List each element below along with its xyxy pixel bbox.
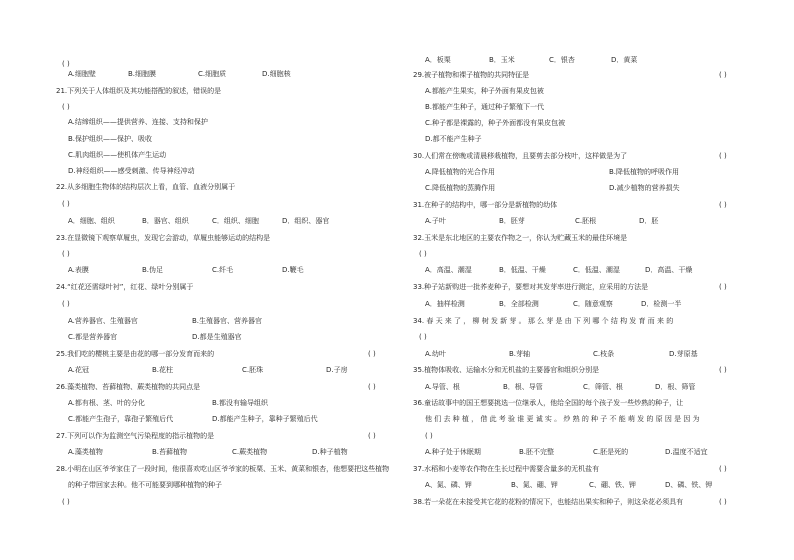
answer-paren: ( ) [62,300,70,308]
answer-paren: ( ) [719,201,727,209]
option-d: D.细胞核 [262,70,291,78]
option-d: D．检测一半 [641,300,682,308]
answer-paren: ( ) [719,71,727,79]
question-23: 23.在显微镜下观察草履虫，发现它会游动，草履虫能够运动的结构是 [56,234,271,242]
option-c: C．组织、细胞 [212,217,259,225]
answer-paren: ( ) [62,200,70,208]
option-a: A.都能产生果实，种子外面有果皮包被 [425,87,544,95]
option-c: C.都是营养器官 [68,333,118,341]
option-b: B．全部检测 [499,300,539,308]
option-d: D.种子植物 [312,448,348,456]
option-d: D.都是生殖器官 [192,333,242,341]
option-a: A．细胞、组织 [68,217,115,225]
option-c: C.胚珠 [242,366,264,374]
option-d: D．组织、器官 [282,217,330,225]
option-c: C.胚是死的 [593,448,629,456]
option-d: D.减少植物的营养损失 [609,184,680,192]
option-a: A．抽样检测 [425,300,465,308]
option-c: C.纤毛 [212,266,234,274]
answer-paren: ( ) [719,283,727,291]
option-c: C.蕨类植物 [232,448,268,456]
option-c: C.枝条 [593,350,615,358]
option-a: A.都有根、茎、叶的分化 [68,399,145,407]
option-d: D．胚 [639,217,659,225]
answer-paren: ( ) [419,250,427,258]
option-c: C.降低植物的蒸腾作用 [425,184,496,192]
question-28: 28.小明在山区爷爷家住了一段时间，他很喜欢吃山区爷爷家的板栗、玉米、黄菜和银杏，他想要把这些植物 [56,465,390,473]
option-d: D.温度不适宜 [665,448,708,456]
option-c: C．银杏 [549,56,575,64]
option-a: A.幼叶 [425,350,446,358]
question-36-cont: 他 们 去 种 植 ， 借 此 考 验 谁 更 诚 实 。 炒 熟 的 种 子 不 能 萌 发 的 原 因 是 因 为 [425,415,700,423]
question-21: 21.下列关于人体组织及其功能搭配的叙述，错误的是 [56,87,222,95]
question-34: 34. 春 天 来 了 ， 柳 树 发 新 芽 。 那 么 芽 是 由 下 列 哪 个 结 构 发 育 而 来 的 [413,317,674,325]
answer-paren: ( ) [62,498,70,506]
question-37: 37.水稻和小麦等农作物在生长过程中需要含量多的无机盐有 [413,465,600,473]
option-a: A.导管、根 [425,383,460,391]
question-25: 25.我们吃的樱桃主要是由花的哪一部分发育而来的 [56,350,215,358]
option-b: B.胚不完整 [519,448,555,456]
answer-paren: ( ) [719,366,727,374]
option-a: A.细胞壁 [68,70,96,78]
answer-paren: ( ) [62,60,70,68]
answer-paren: ( ) [719,465,727,473]
option-b: B.细胞膜 [128,70,157,78]
question-24: 24.“红花还需绿叶衬”，红花、绿叶分别属于 [56,283,194,291]
option-b: B．低温、干燥 [499,266,546,274]
answer-paren: ( ) [62,250,70,258]
option-a: A.藻类植物 [68,448,103,456]
answer-paren: ( ) [62,103,70,111]
question-26: 26.藻类植物、苔藓植物、蕨类植物的共同点是 [56,383,201,391]
option-b: B．玉米 [489,56,515,64]
answer-paren: ( ) [419,333,427,341]
option-a: A.种子处于休眠期 [425,448,481,456]
option-d: D．黄菜 [611,56,638,64]
answer-paren: ( ) [368,432,376,440]
question-36: 36.童话故事中的国王想要挑选一位继承人，他给全国的每个孩子发一些炒熟的种子，让 [413,399,684,407]
option-a: A.降低植物的光合作用 [425,168,495,176]
option-b: B.苔藓植物 [152,448,188,456]
question-31: 31.在种子的结构中，哪一部分是新植物的幼体 [413,201,558,209]
option-a: A.子叶 [425,217,446,225]
option-b: B.花柱 [152,366,174,374]
question-22: 22.从多细胞生物体的结构层次上看，血管、血液分别属于 [56,183,236,191]
option-a: A.花冠 [68,366,89,374]
option-b: B．器官、组织 [142,217,189,225]
option-c: C．低温、潮湿 [573,266,620,274]
option-b: B.都没有输导组织 [212,399,269,407]
answer-paren: ( ) [719,498,727,506]
question-38: 38.若一朵花在未接受其它花的花粉的情况下，也能结出果实和种子，则这朵花必须具有 [413,498,684,506]
question-32: 32.玉米是东北地区的主要农作物之一，你认为贮藏玉米的最佳环境是 [413,234,628,242]
answer-paren: ( ) [719,152,727,160]
option-a: A.营养器官、生殖器官 [68,317,138,325]
option-d: D.鞭毛 [282,266,304,274]
answer-paren: ( ) [368,350,376,358]
option-d: D.芽原基 [669,350,698,358]
option-d: D．高温、干燥 [645,266,693,274]
option-b: B、氮、硼、钾 [511,481,558,489]
option-c: C、硼、铁、钾 [589,481,636,489]
option-b: B.生殖器官、营养器官 [192,317,263,325]
answer-paren: ( ) [425,432,433,440]
option-a: A．板栗 [425,56,451,64]
option-b: B.伪足 [142,266,164,274]
option-c: C.种子都是裸露的，种子外面都没有果皮包被 [425,119,566,127]
answer-paren: ( ) [368,383,376,391]
question-35: 35.植物体吸收、运输水分和无机盐的主要器官和组织分别是 [413,366,600,374]
option-a: A.结缔组织——提供营养、连接、支持和保护 [68,118,208,126]
option-c: C.都能产生孢子，靠孢子繁殖后代 [68,415,174,423]
option-c: C.细胞质 [198,70,227,78]
option-b: B．根、导管 [503,383,543,391]
option-a: A.表膜 [68,266,89,274]
option-c: C.肌肉组织——使机体产生运动 [68,151,167,159]
option-a: A、氮、磷、钾 [425,481,472,489]
option-d: D.子房 [326,366,348,374]
question-27: 27.下列可以作为监测空气污染程度的指示植物的是 [56,432,215,440]
question-33: 33.种子站新购进一批荞麦种子，要想对其发芽率进行测定，应采用的方法是 [413,283,649,291]
option-d: D.都能产生种子，靠种子繁殖后代 [212,415,318,423]
option-b: B.保护组织——保护、吸收 [68,135,153,143]
option-b: B.都能产生种子，通过种子繁殖下一代 [425,103,545,111]
option-b: B.降低植物的呼吸作用 [609,168,680,176]
option-d: D、磷、铁、钾 [665,481,713,489]
option-c: C.胚根 [575,217,597,225]
option-a: A．高温、潮湿 [425,266,472,274]
question-29: 29.被子植物和裸子植物的共同特征是 [413,71,530,79]
option-c: C．筛管、根 [583,383,623,391]
option-c: C．随意观察 [573,300,613,308]
option-b: B.芽轴 [509,350,531,358]
question-30: 30.人们常在傍晚或清晨移栽植物，且要剪去部分枝叶，这样做是为了 [413,152,628,160]
option-d: D.神经组织——感受刺激、传导神经冲动 [68,167,195,175]
question-28-cont: 的种子带回家去种。他不可能要到哪种植物的种子 [68,481,222,489]
option-d: D.都不能产生种子 [425,135,482,143]
option-b: B．胚芽 [499,217,525,225]
option-d: D．根、筛管 [655,383,696,391]
